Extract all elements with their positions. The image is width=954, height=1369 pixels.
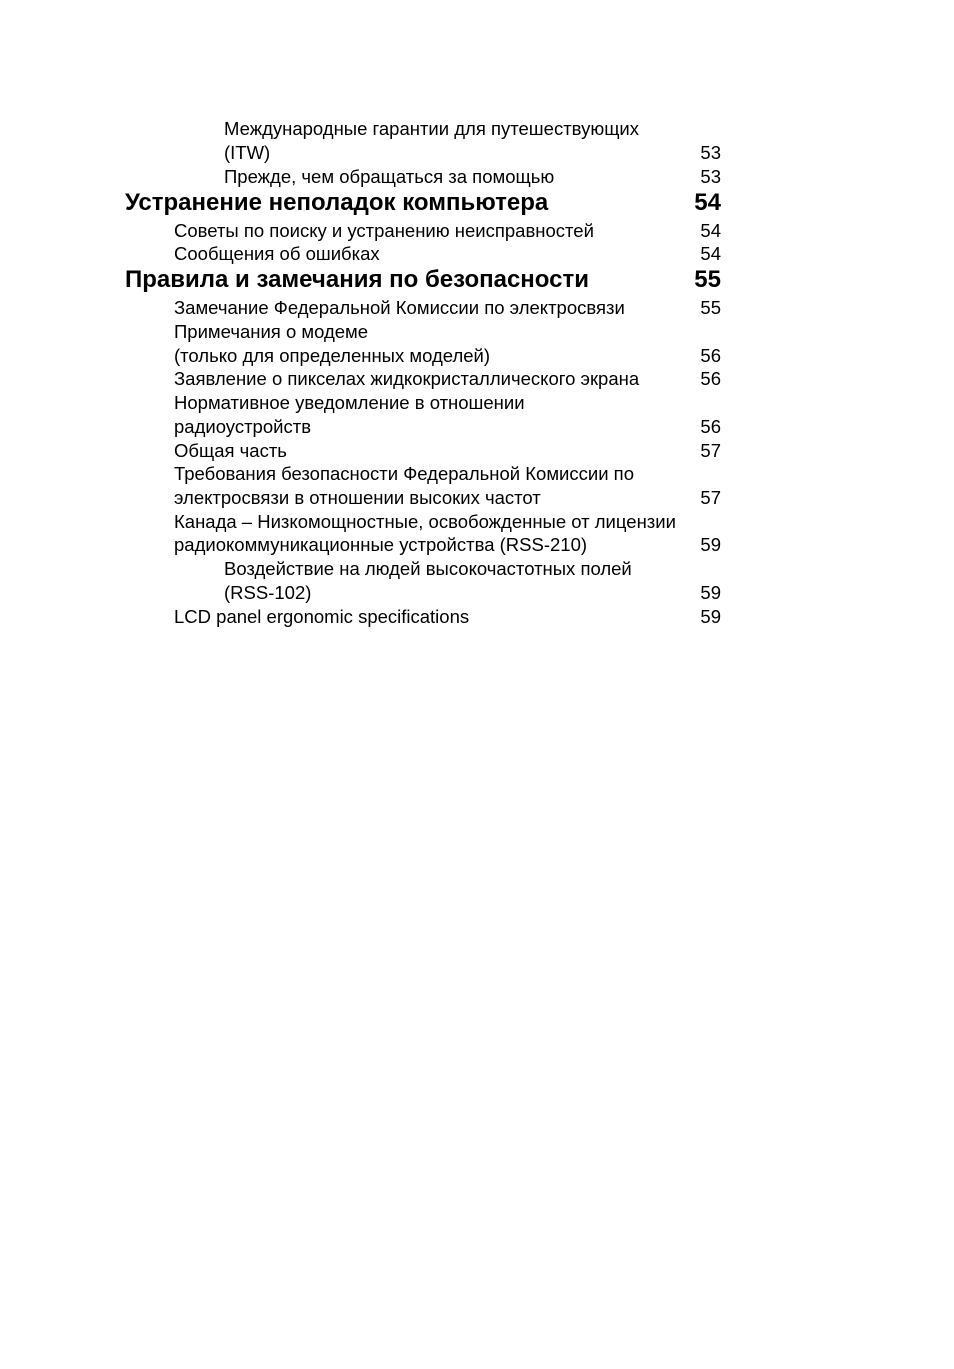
- toc-entry-itw-cont[interactable]: [0, 141, 954, 165]
- toc-entry-title: Примечания о модеме: [174, 321, 369, 342]
- toc-entry-title: Сообщения об ошибках: [174, 243, 380, 264]
- toc-entry-errors[interactable]: [0, 242, 954, 266]
- toc-page-number: 59: [700, 534, 721, 555]
- toc-page-number: 53: [700, 142, 721, 163]
- toc-entry-title: Международные гарантии для путешествующих: [224, 118, 640, 139]
- toc-page-number: 53: [700, 166, 721, 187]
- toc-entry-title: электросвязи в отношении высоких частот: [174, 487, 541, 508]
- toc-entry-title: Советы по поиску и устранению неисправностей: [174, 220, 594, 241]
- toc-section-troubleshooting[interactable]: [0, 188, 954, 218]
- toc-entry-lcd-pixel[interactable]: [0, 367, 954, 391]
- toc-page-number: 57: [700, 487, 721, 508]
- toc-page-number: 56: [700, 345, 721, 366]
- toc-entry-title: Прежде, чем обращаться за помощью: [224, 166, 555, 187]
- toc-entry-title: Воздействие на людей высокочастотных полей: [224, 558, 632, 579]
- toc-page-number: 54: [700, 220, 721, 241]
- toc-section-title: Устранение неполадок компьютера: [125, 189, 549, 216]
- toc-entry-title: Общая часть: [174, 440, 287, 461]
- toc-entry-title: радиоустройств: [174, 416, 312, 437]
- toc-entry-radio[interactable]: [0, 391, 954, 415]
- toc-entry-title: Нормативное уведомление в отношении: [174, 392, 525, 413]
- toc-page-number: 54: [694, 189, 721, 216]
- toc-entry-canada-cont[interactable]: [0, 533, 954, 557]
- toc-entry-modem[interactable]: [0, 320, 954, 344]
- toc-section-safety[interactable]: [0, 265, 954, 295]
- toc-entry-title: радиокоммуникационные устройства (RSS-210): [174, 534, 588, 555]
- toc-entry-title: Требования безопасности Федеральной Комиссии по: [174, 463, 634, 484]
- toc-entry-title: (только для определенных моделей): [174, 345, 491, 366]
- toc-section-title: Правила и замечания по безопасности: [125, 266, 589, 293]
- toc-entry-title: Заявление о пикселах жидкокристаллического экрана: [174, 368, 640, 389]
- toc-entry-radio-cont[interactable]: [0, 415, 954, 439]
- toc-entry-itw[interactable]: [0, 117, 954, 141]
- toc-entry-before-help[interactable]: [0, 165, 954, 189]
- toc-page-number: 59: [700, 582, 721, 603]
- toc-page-number: 55: [694, 266, 721, 293]
- toc-entry-ergonomic[interactable]: [0, 605, 954, 629]
- toc-entry-title: Замечание Федеральной Комиссии по электросвязи: [174, 297, 625, 318]
- toc-page-number: 59: [700, 606, 721, 627]
- toc-entry-title: (ITW): [224, 142, 271, 163]
- toc-page-number: 54: [700, 243, 721, 264]
- toc-entry-fcc[interactable]: [0, 296, 954, 320]
- toc-page-number: 55: [700, 297, 721, 318]
- toc-entry-title: LCD panel ergonomic specifications: [174, 606, 470, 627]
- toc-entry-title: Канада – Низкомощностные, освобожденные от лицензии: [174, 511, 676, 532]
- toc-entry-modem-cont[interactable]: [0, 344, 954, 368]
- toc-entry-rf-cont[interactable]: [0, 486, 954, 510]
- toc-entry-rss102[interactable]: [0, 557, 954, 581]
- toc-entry-tips[interactable]: [0, 219, 954, 243]
- toc-entry-rss102-cont[interactable]: [0, 581, 954, 605]
- toc-entry-title: (RSS-102): [224, 582, 312, 603]
- toc-entry-canada[interactable]: [0, 510, 954, 534]
- toc-page-number: 56: [700, 368, 721, 389]
- toc-entry-general[interactable]: [0, 439, 954, 463]
- toc-page-number: 56: [700, 416, 721, 437]
- toc-entry-rf[interactable]: [0, 462, 954, 486]
- toc-page-number: 57: [700, 440, 721, 461]
